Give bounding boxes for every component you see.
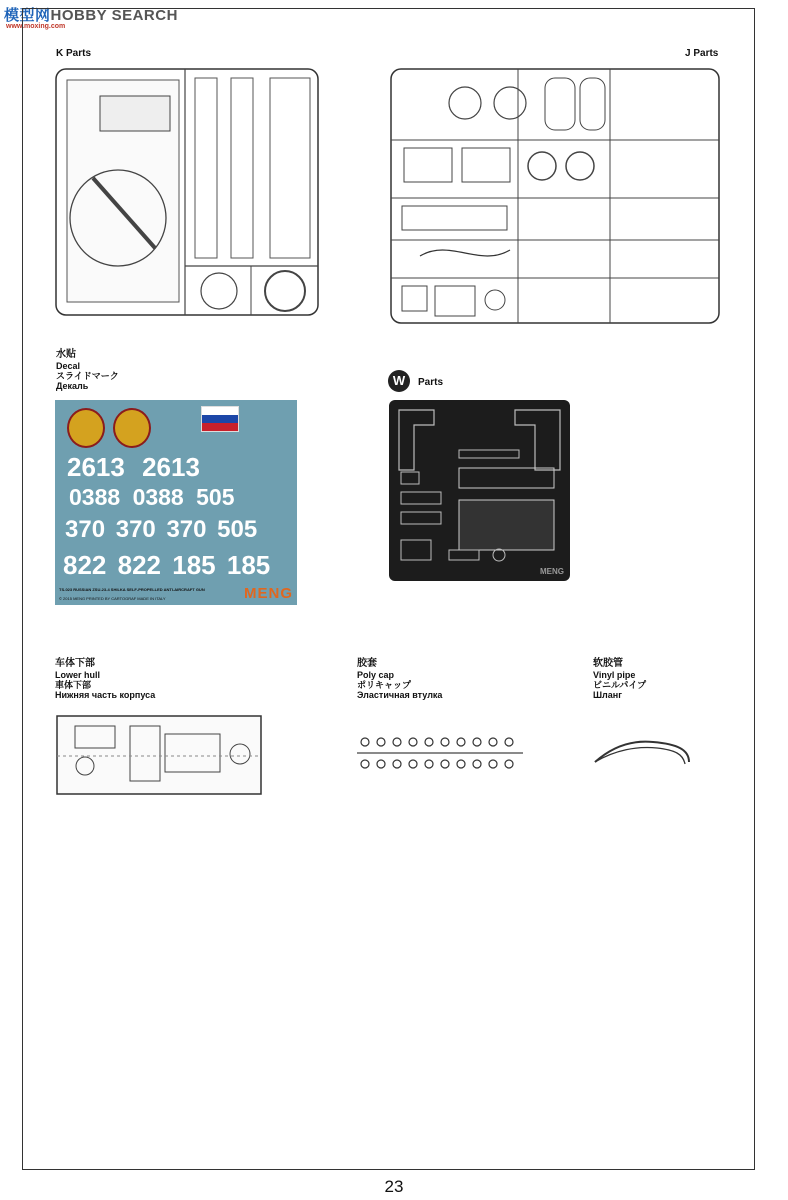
vinyl-pipe-title-ru: Шланг [593,690,622,700]
poly-cap-title-ru: Эластичная втулка [357,690,443,700]
lower-hull-title-en: Lower hull [55,670,100,680]
poly-cap-title-cn: 胶套 [357,658,377,669]
decal-number: 2613 [142,452,200,482]
vinyl-pipe-title-en: Vinyl pipe [593,670,636,680]
decal-number: 822 [117,550,162,580]
decal-number: 0388 [132,484,184,510]
poly-cap-drawing [357,736,523,770]
watermark-url: www.moxing.com [6,23,66,30]
decal-number: 822 [63,550,107,580]
j-parts-sprue [390,68,720,324]
decal-number: 370 [65,516,106,543]
decal-footer: TS-023 RUSSIAN ZSU-23-4 SHILKA SELF-PROPELLED ANTI-AIRCRAFT GUN [59,587,205,592]
vinyl-pipe-title-jp: ビニルパイプ [593,680,647,690]
guards-emblem [113,408,151,448]
decal-number: 505 [217,516,258,543]
pe-brand-text: MENG [540,567,564,576]
decal-number: 370 [115,516,156,543]
guards-emblem [67,408,105,448]
decal-sheet [55,400,297,605]
decal-number: 2613 [67,452,125,482]
lower-hull-title-cn: 车体下部 [55,658,95,669]
w-parts-title: Parts [418,377,444,388]
j-parts-title: J Parts [685,48,719,59]
decal-number: 0388 [69,484,121,510]
russian-flag [201,406,239,432]
photo-etch-sheet [389,400,570,581]
poly-cap-title-jp: ポリキャップ [357,680,412,690]
vinyl-pipe-title-cn: 软胶管 [593,658,623,669]
watermark-part2: HOBBY SEARCH [50,7,178,24]
decal-number: 505 [196,484,235,510]
vinyl-pipe-drawing [593,736,693,768]
decal-footer2: © 2015 MENG PRINTED BY CARTOGRAF MADE IN ITALY [59,596,166,601]
k-parts-sprue [55,68,319,316]
lower-hull-title-ru: Нижняя часть корпуса [55,690,156,700]
lower-hull-title-jp: 車体下部 [55,680,92,690]
w-badge-icon: W [388,370,410,392]
decal-title-en: Decal [56,361,81,371]
decal-number: 185 [172,550,216,580]
k-parts-title: K Parts [56,48,92,59]
page-number: 23 [384,1177,404,1196]
watermark-part1: 模型网 [4,7,51,24]
poly-cap-title-en: Poly cap [357,670,395,680]
decal-number: 370 [166,516,207,543]
decal-number: 185 [226,550,271,580]
decal-title-cn: 水贴 [56,349,76,360]
decal-title-jp: スライドマーク [56,371,119,381]
meng-logo: MENG [244,585,293,602]
decal-title-ru: Декаль [56,381,89,391]
lower-hull-drawing [55,714,263,796]
